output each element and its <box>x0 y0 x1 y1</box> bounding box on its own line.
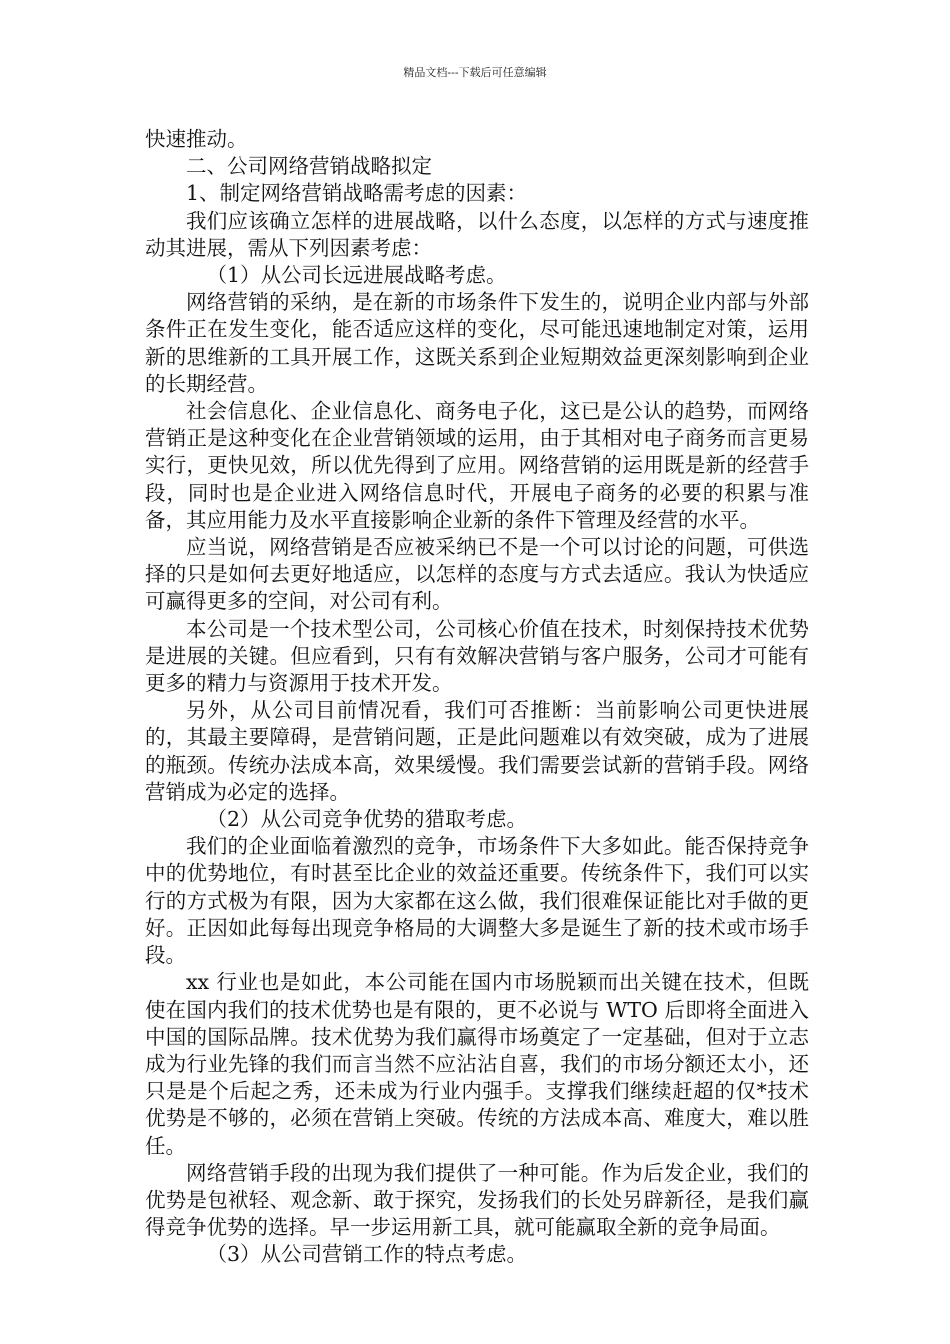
paragraph: 网络营销手段的出现为我们提供了一种可能。作为后发企业，我们的优势是包袱轻、观念新、敢于探究，发扬我们的长处另辟新径，是我们赢得竞争优势的选择。早一步运用新工具，就可能赢取全新的竞争局面。 <box>145 1160 809 1240</box>
paragraph: 本公司是一个技术型公司，公司核心价值在技术，时刻保持技术优势是进展的关键。但应看到，只有有效解决营销与客户服务，公司才可能有更多的精力与资源用于技术开发。 <box>145 616 809 696</box>
section-heading: 二、公司网络营销战略拟定 <box>186 154 432 179</box>
paragraph: 我们的企业面临着激烈的竞争，市场条件下大多如此。能否保持竞争中的优势地位，有时甚至比企业的效益还重要。传统条件下，我们可以实行的方式极为有限，因为大家都在这么做，我们很难保证能比对手做的更好。正因如此每每出现竞争格局的大调整大多是诞生了新的技术或市场手段。 <box>145 834 809 968</box>
paragraph: 网络营销的采纳，是在新的市场条件下发生的，说明企业内部与外部条件正在发生变化，能否适应这样的变化，尽可能迅速地制定对策，运用新的思维新的工具开展工作，这既关系到企业短期效益更深刻影响到企业的长期经营。 <box>145 290 809 396</box>
point-heading: （3）从公司营销工作的特点考虑。 <box>206 1242 528 1267</box>
subsection-heading: 1、制定网络营销战略需考虑的因素： <box>186 181 528 206</box>
paragraph: 快速推动。 <box>145 127 248 151</box>
paragraph: xx 行业也是如此，本公司能在国内市场脱颖而出关键在技术，但既使在国内我们的技术优势也是有限的，更不必说与 WTO 后即将全面进入中国的国际品牌。技术优势为我们赢得市场奠定了一定基础，但对于立志成为行业先锋的我们而言当然不应沾沾自喜，我们的市场分额还太小，还只是是个后起之秀，还未成为行业内强手。支撑我们继续赶超的仅*技术优势是不够的，必须在营销上突破。传统的方法成本高、难度大，难以胜任。 <box>145 970 809 1158</box>
paragraph: 社会信息化、企业信息化、商务电子化，这已是公认的趋势，而网络营销正是这种变化在企业营销领域的运用，由于其相对电子商务而言更易实行，更快见效，所以优先得到了应用。网络营销的运用既是新的经营手段，同时也是企业进入网络信息时代，开展电子商务的必要的积累与准备，其应用能力及水平直接影响企业新的条件下管理及经营的水平。 <box>145 399 809 532</box>
point-heading: （1）从公司长远进展战略考虑。 <box>206 263 507 288</box>
point-heading: （2）从公司竞争优势的猎取考虑。 <box>206 807 528 832</box>
paragraph: 应当说，网络营销是否应被采纳已不是一个可以讨论的问题，可供选择的只是如何去更好地适应，以怎样的态度与方式去适应。我认为快适应可赢得更多的空间，对公司有利。 <box>145 535 809 614</box>
paragraph: 我们应该确立怎样的进展战略，以什么态度，以怎样的方式与速度推动其进展，需从下列因素考虑： <box>145 208 809 260</box>
paragraph: 另外，从公司目前情况看，我们可否推断：当前影响公司更快进展的，其最主要障碍，是营销问题，正是此问题难以有效突破，成为了进展的瓶颈。传统办法成本高，效果缓慢。我们需要尝试新的营销手段。网络营销成为必定的选择。 <box>145 698 809 804</box>
page-header: 精品文档---下载后可任意编辑 <box>403 66 547 79</box>
document-body <box>145 126 809 1269</box>
